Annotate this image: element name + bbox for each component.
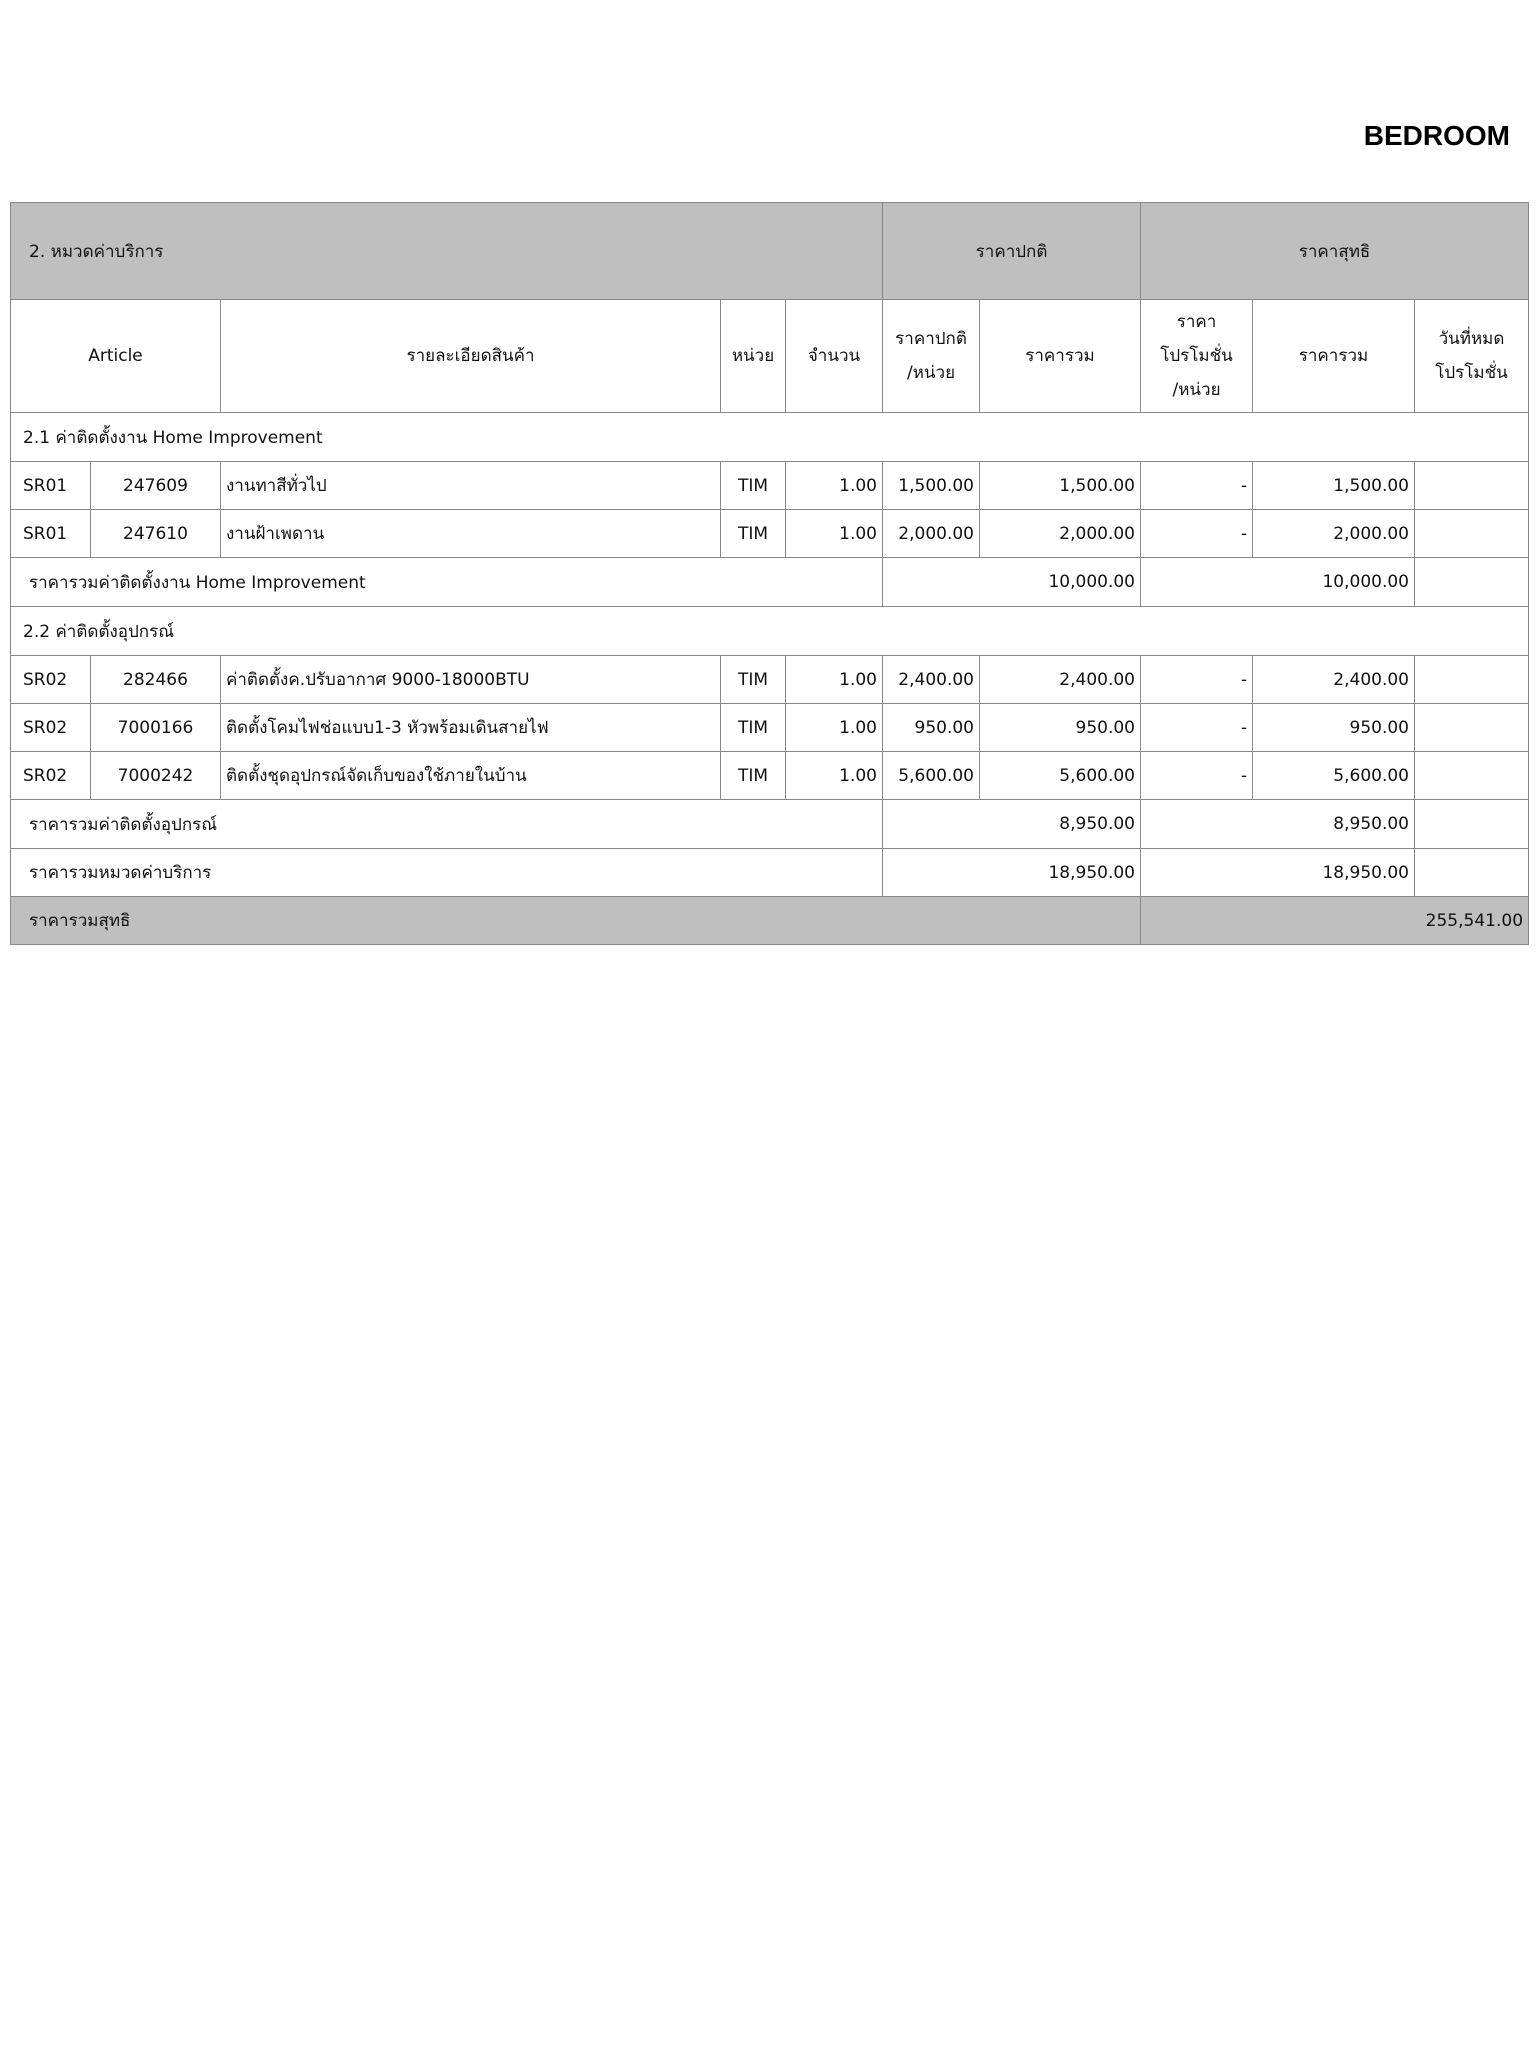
table-row xyxy=(11,462,1529,510)
promo-end-date xyxy=(1415,752,1529,800)
promo-end-date xyxy=(1415,462,1529,510)
subtotal-normal: 10,000.00 xyxy=(883,558,1141,607)
col-promo-end-l1: วันที่หมด xyxy=(1438,329,1505,349)
promo-price: - xyxy=(1141,510,1253,558)
col-unit: หน่วย xyxy=(721,300,786,413)
unit: TIM xyxy=(721,752,786,800)
page-title: BEDROOM xyxy=(1363,120,1510,151)
net-total: 2,000.00 xyxy=(1253,510,1415,558)
service-code: SR01 xyxy=(11,510,91,558)
group-title-row xyxy=(11,413,1529,462)
normal-total: 950.00 xyxy=(980,704,1141,752)
normal-total: 2,000.00 xyxy=(980,510,1141,558)
net-price-group-header: ราคาสุทธิ xyxy=(1141,203,1529,300)
quantity: 1.00 xyxy=(786,704,883,752)
subtotal-blank xyxy=(1415,558,1529,607)
net-total: 1,500.00 xyxy=(1253,462,1415,510)
service-code: SR02 xyxy=(11,752,91,800)
col-normal-unit-price xyxy=(883,300,980,413)
col-normal-total: ราคารวม xyxy=(980,300,1141,413)
article-number: 7000166 xyxy=(91,704,221,752)
quantity: 1.00 xyxy=(786,752,883,800)
grand-total-row xyxy=(11,897,1529,945)
net-total: 5,600.00 xyxy=(1253,752,1415,800)
col-promo-end-l2: โปรโมชั่น xyxy=(1435,363,1508,383)
net-total: 2,400.00 xyxy=(1253,656,1415,704)
col-promo-price-l3: /หน่วย xyxy=(1172,380,1221,400)
normal-unit-price: 2,000.00 xyxy=(883,510,980,558)
item-description: ติดตั้งชุดอุปกรณ์จัดเก็บของใช้ภายในบ้าน xyxy=(221,752,721,800)
normal-unit-price: 2,400.00 xyxy=(883,656,980,704)
section-header-row xyxy=(11,203,1529,300)
category-total-row xyxy=(11,849,1529,897)
subtotal-net: 10,000.00 xyxy=(1141,558,1415,607)
col-article: Article xyxy=(11,300,221,413)
promo-end-date xyxy=(1415,510,1529,558)
normal-total: 2,400.00 xyxy=(980,656,1141,704)
quantity: 1.00 xyxy=(786,462,883,510)
normal-price-group-header: ราคาปกติ xyxy=(883,203,1141,300)
normal-unit-price: 5,600.00 xyxy=(883,752,980,800)
service-code: SR02 xyxy=(11,704,91,752)
service-code: SR02 xyxy=(11,656,91,704)
unit: TIM xyxy=(721,462,786,510)
article-number: 247609 xyxy=(91,462,221,510)
category-total-label: ราคารวมหมวดค่าบริการ xyxy=(11,849,883,897)
table-row xyxy=(11,704,1529,752)
promo-end-date xyxy=(1415,704,1529,752)
group-title: 2.1 ค่าติดตั้งงาน Home Improvement xyxy=(11,413,1529,462)
item-description: ติดตั้งโคมไฟช่อแบบ1-3 หัวพร้อมเดินสายไฟ xyxy=(221,704,721,752)
column-header-row xyxy=(11,300,1529,413)
col-normal-unit-price-l1: ราคาปกติ xyxy=(895,329,967,349)
subtotal-net: 8,950.00 xyxy=(1141,800,1415,849)
table-row xyxy=(11,656,1529,704)
unit: TIM xyxy=(721,656,786,704)
normal-unit-price: 1,500.00 xyxy=(883,462,980,510)
quantity: 1.00 xyxy=(786,656,883,704)
item-description: ค่าติดตั้งค.ปรับอากาศ 9000-18000BTU xyxy=(221,656,721,704)
category-total-blank xyxy=(1415,849,1529,897)
promo-price: - xyxy=(1141,656,1253,704)
service-code: SR01 xyxy=(11,462,91,510)
unit: TIM xyxy=(721,704,786,752)
article-number: 7000242 xyxy=(91,752,221,800)
subtotal-normal: 8,950.00 xyxy=(883,800,1141,849)
promo-price: - xyxy=(1141,462,1253,510)
subtotal-label: ราคารวมค่าติดตั้งงาน Home Improvement xyxy=(11,558,883,607)
section-title: 2. หมวดค่าบริการ xyxy=(11,203,883,300)
col-normal-unit-price-l2: /หน่วย xyxy=(906,363,956,383)
col-net-total: ราคารวม xyxy=(1253,300,1415,413)
col-qty: จำนวน xyxy=(786,300,883,413)
subtotal-label: ราคารวมค่าติดตั้งอุปกรณ์ xyxy=(11,800,883,849)
grand-total-label: ราคารวมสุทธิ xyxy=(11,897,1141,945)
article-number: 247610 xyxy=(91,510,221,558)
unit: TIM xyxy=(721,510,786,558)
group-title-row xyxy=(11,607,1529,656)
item-description: งานฝ้าเพดาน xyxy=(221,510,721,558)
normal-total: 1,500.00 xyxy=(980,462,1141,510)
table-row xyxy=(11,752,1529,800)
subtotal-row xyxy=(11,558,1529,607)
promo-price: - xyxy=(1141,704,1253,752)
col-promo-price-l2: โปรโมชั่น xyxy=(1160,346,1233,366)
promo-price: - xyxy=(1141,752,1253,800)
promo-end-date xyxy=(1415,656,1529,704)
article-number: 282466 xyxy=(91,656,221,704)
grand-total-value: 255,541.00 xyxy=(1141,897,1529,945)
table-row xyxy=(11,510,1529,558)
col-promo-price xyxy=(1141,300,1253,413)
group-title: 2.2 ค่าติดตั้งอุปกรณ์ xyxy=(11,607,1529,656)
net-total: 950.00 xyxy=(1253,704,1415,752)
quotation-table xyxy=(10,202,1529,945)
col-promo-end xyxy=(1415,300,1529,413)
quantity: 1.00 xyxy=(786,510,883,558)
item-description: งานทาสีทั่วไป xyxy=(221,462,721,510)
col-promo-price-l1: ราคา xyxy=(1176,312,1217,332)
normal-unit-price: 950.00 xyxy=(883,704,980,752)
subtotal-row xyxy=(11,800,1529,849)
category-total-normal: 18,950.00 xyxy=(883,849,1141,897)
category-total-net: 18,950.00 xyxy=(1141,849,1415,897)
normal-total: 5,600.00 xyxy=(980,752,1141,800)
subtotal-blank xyxy=(1415,800,1529,849)
col-description: รายละเอียดสินค้า xyxy=(221,300,721,413)
